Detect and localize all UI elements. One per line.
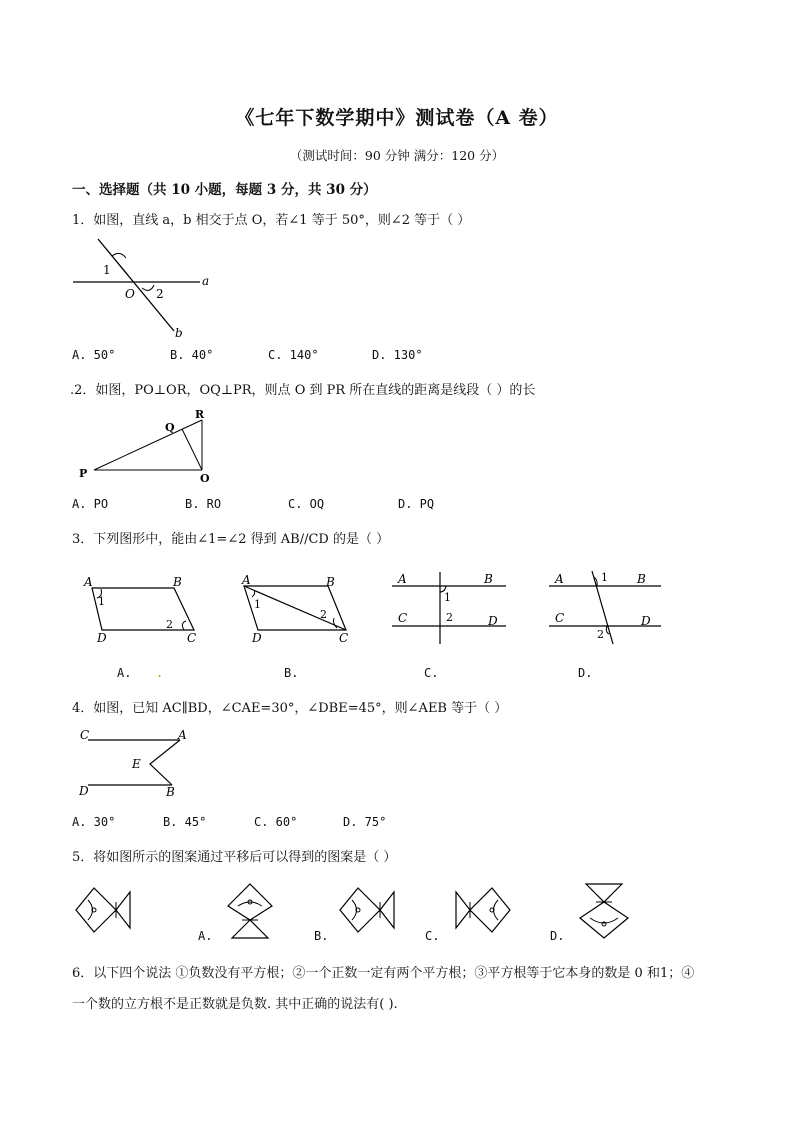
section-heading: 一、选择题（共 10 小题，每题 3 分，共 30 分） [72,182,377,198]
question-2-text: .2．如图，PO⊥OR，OQ⊥PR，则点 O 到 PR 所在直线的距离是线段（ ）的长 [70,383,536,398]
pattern-option-b-icon [334,878,398,942]
svg-text:A: A [84,575,93,589]
q1-option-d: D. 130° [372,348,423,362]
question-1-text: 1．如图，直线 a，b 相交于点 O，若∠1 等于 50°，则∠2 等于（ ） [72,213,471,228]
pattern-option-d-icon [572,878,636,942]
test-info: （测试时间：90 分钟 满分：120 分） [289,148,505,163]
q3-stray-mark: . [156,666,164,680]
q3-option-d: D. [578,666,593,680]
q4-option-a: A. 30° [72,815,116,829]
question-3-figure-a [80,572,210,647]
q1-option-b: B. 40° [170,348,214,362]
q2-option-c: C. OQ [288,497,325,511]
svg-text:D: D [488,614,498,628]
svg-text:C: C [555,611,565,625]
svg-text:A: A [398,572,407,586]
segment-pr [94,420,202,470]
q5-option-c: C. [425,929,440,943]
svg-text:D: D [97,631,107,645]
angle-2-label: 2 [156,287,164,301]
svg-text:D: D [79,784,89,798]
svg-text:C: C [80,728,90,742]
line-b-label: b [175,326,183,340]
q1-option-a: A. 50° [72,348,116,362]
question-4-figure [74,724,204,800]
q4-option-d: D. 75° [343,815,387,829]
question-1-figure [68,236,218,340]
point-o-label: O [200,472,210,485]
svg-text:1: 1 [98,595,105,608]
pattern-option-c-icon [452,878,516,942]
svg-text:2: 2 [446,611,453,624]
svg-text:C: C [398,611,408,625]
svg-text:B: B [173,575,182,589]
pattern-option-a-icon [218,880,282,944]
q5-option-d: D. [550,929,565,943]
svg-text:A: A [242,573,251,587]
question-4-text: 4．如图，已知 AC∥BD，∠CAE=30°，∠DBE=45°，则∠AEB 等于（ ） [72,701,508,716]
svg-text:1: 1 [444,591,451,604]
svg-text:A: A [555,572,564,586]
q3-option-b: B. [284,666,299,680]
svg-text:E: E [132,757,141,771]
q1-option-c: C. 140° [268,348,319,362]
question-3-figure-b [238,572,368,647]
q3-option-c: C. [424,666,439,680]
angle-1-label: 1 [103,263,111,277]
svg-text:B: B [484,572,493,586]
svg-text:B: B [326,575,335,589]
svg-text:1: 1 [601,571,608,584]
svg-text:2: 2 [320,608,327,621]
svg-text:D: D [641,614,651,628]
svg-text:C: C [339,631,349,645]
q2-option-b: B. RO [185,497,222,511]
segment-oq [182,429,202,470]
svg-text:2: 2 [166,618,173,631]
q4-option-b: B. 45° [163,815,207,829]
point-o-label: O [125,287,135,301]
svg-text:1: 1 [254,598,261,611]
svg-text:D: D [252,631,262,645]
q3-option-a: A. [117,666,132,680]
line-a-label: a [202,274,210,288]
page-title: 《七年下数学期中》测试卷（A 卷） [235,107,559,129]
q5-option-b: B. [314,929,329,943]
question-3-text: 3．下列图形中，能由∠1=∠2 得到 AB//CD 的是（ ） [72,532,390,547]
q2-option-a: A. PO [72,497,109,511]
line-b [98,239,174,331]
question-6-line-1: 6．以下四个说法 ①负数没有平方根；②一个正数一定有两个平方根；③平方根等于它本身的数是 0 和1；④ [72,966,695,981]
point-r-label: R [195,408,205,421]
angle-2-arc [142,285,154,290]
pattern-original-icon [70,878,134,942]
svg-text:B: B [637,572,646,586]
q4-option-c: C. 60° [254,815,298,829]
question-6-line-2: 一个数的立方根不是正数就是负数. 其中正确的说法有( ). [72,997,398,1012]
svg-text:C: C [187,631,197,645]
question-5-text: 5．将如图所示的图案通过平移后可以得到的图案是（ ） [72,850,397,865]
svg-text:2: 2 [597,628,604,641]
q5-option-a: A. [198,929,213,943]
q2-option-d: D. PQ [398,497,435,511]
question-3-figure-d [545,568,675,648]
svg-text:A: A [178,728,187,742]
question-3-figure-c [388,568,518,648]
point-q-label: Q [165,421,175,434]
question-2-figure [74,404,224,486]
svg-text:B: B [166,785,175,799]
point-p-label: P [79,467,88,480]
angle-1-arc [112,253,126,258]
